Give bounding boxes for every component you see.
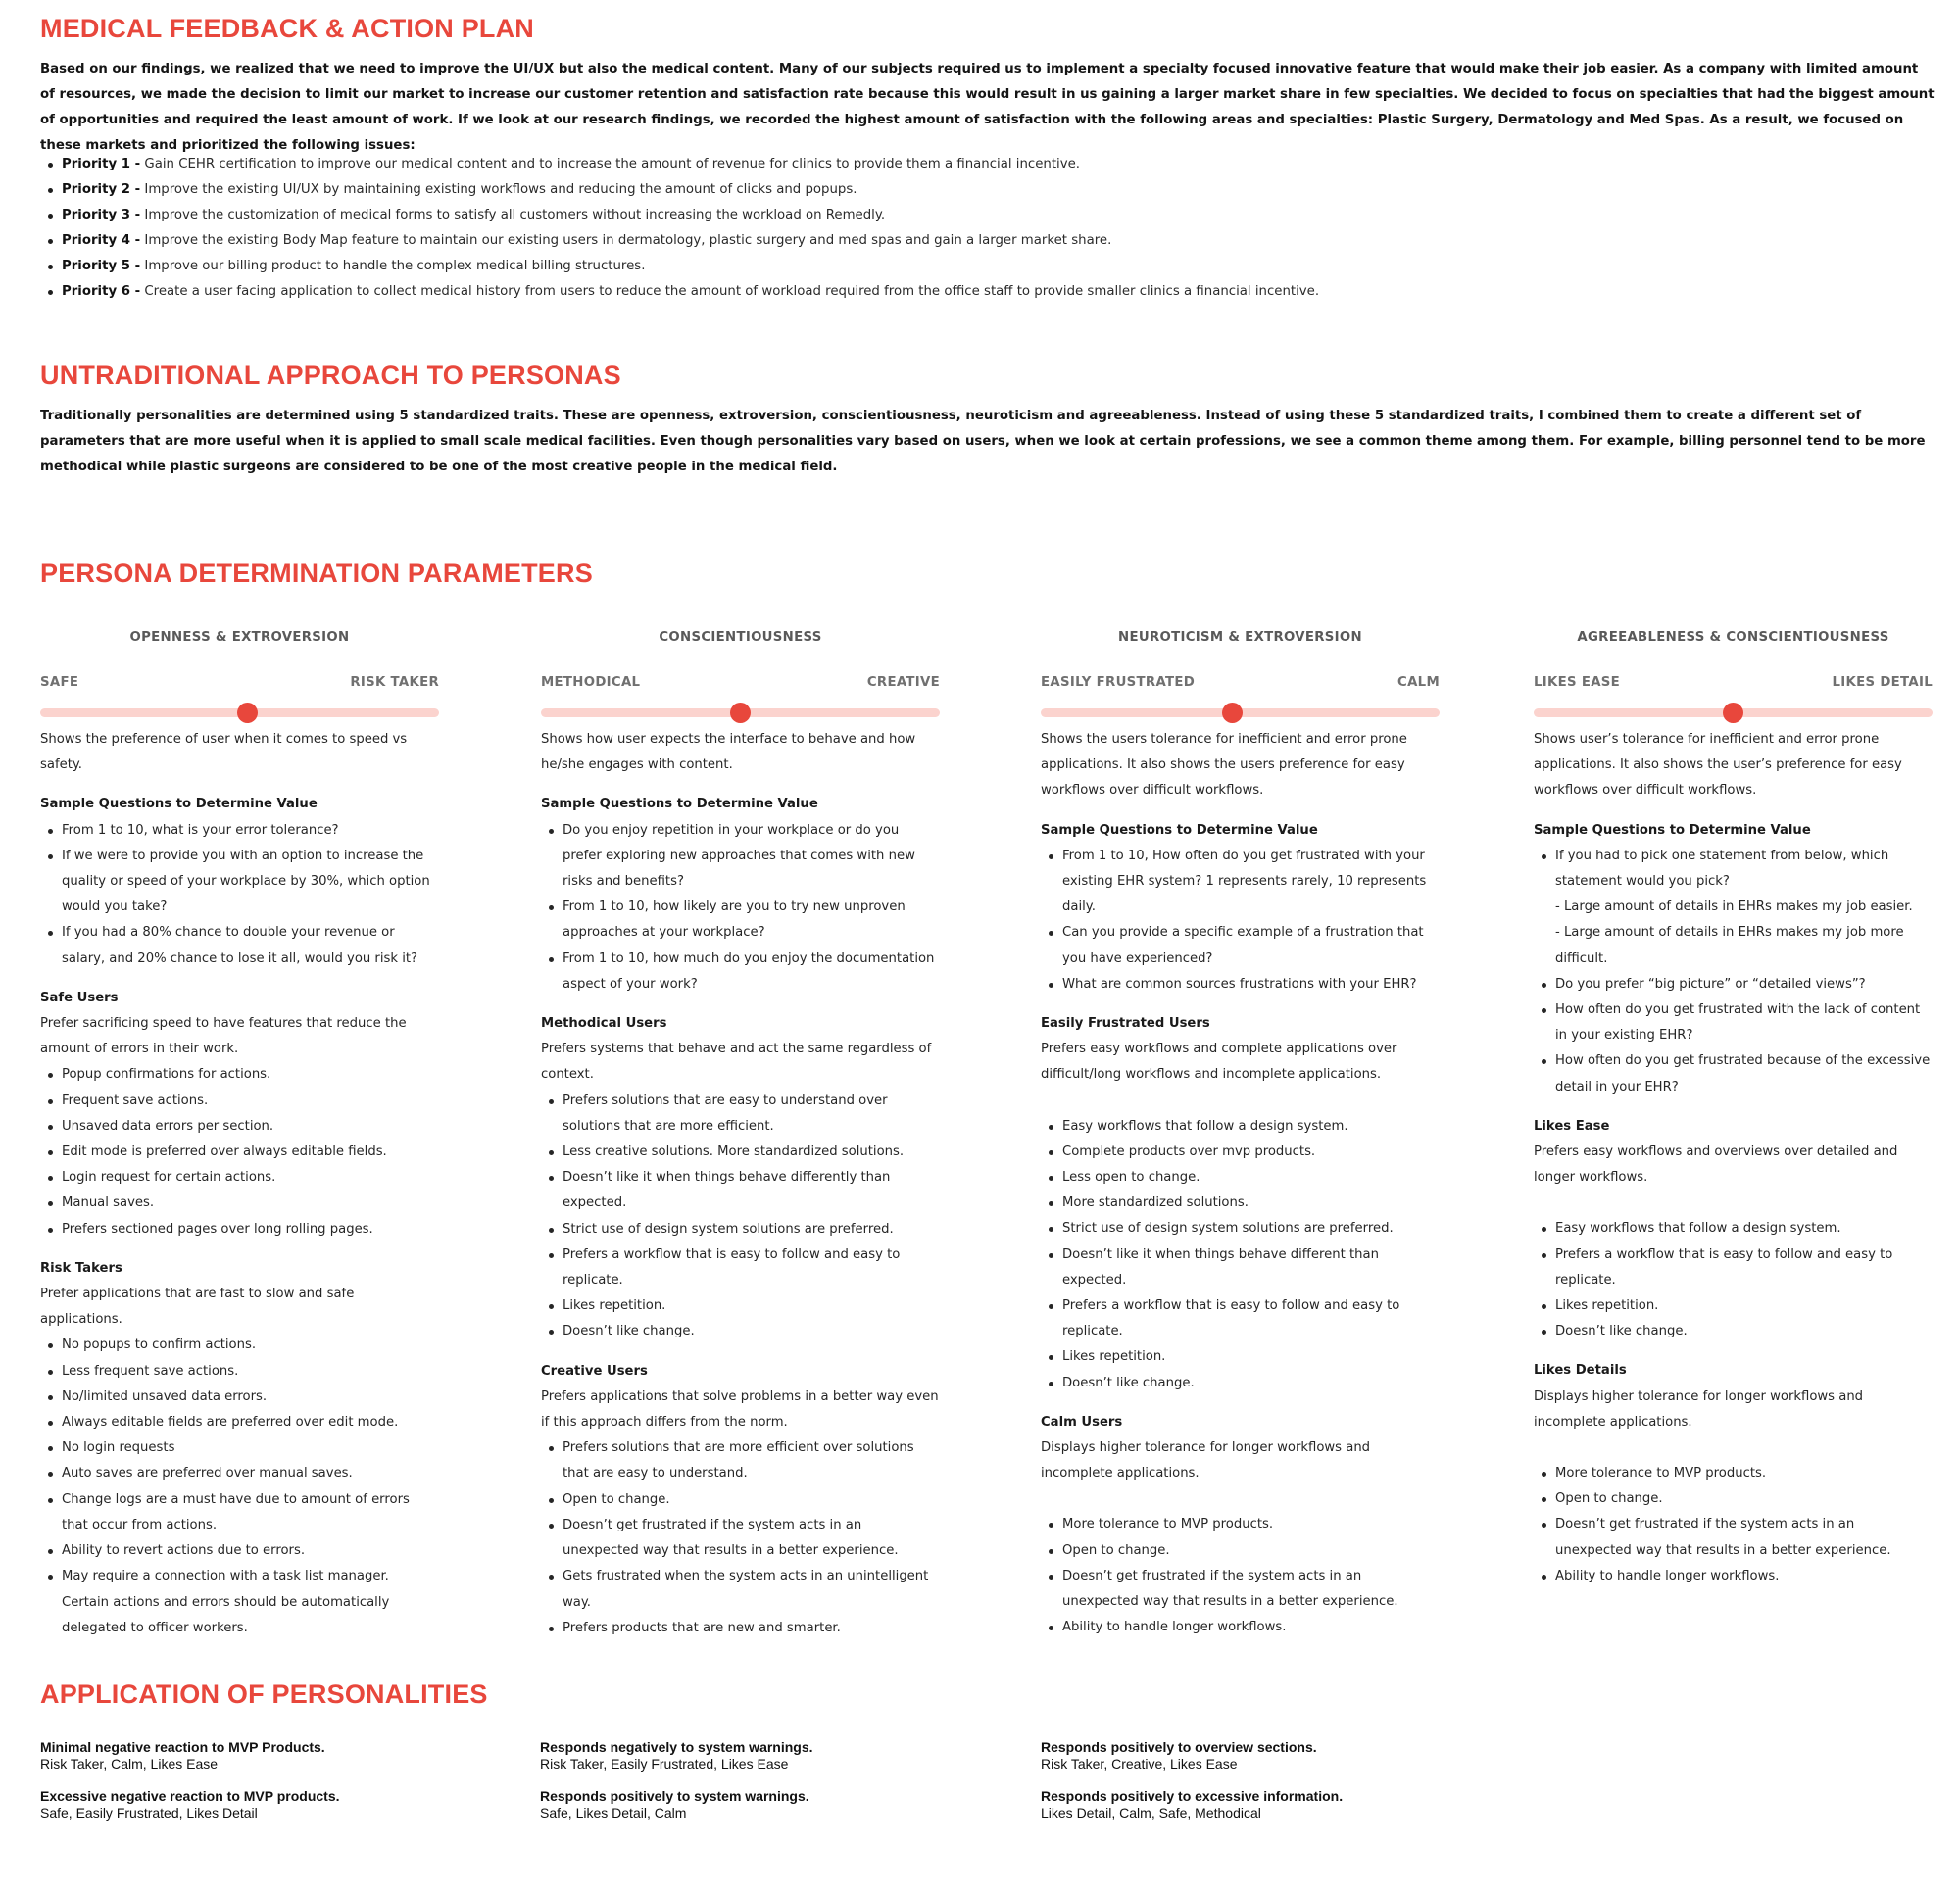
parameter-column: [541, 630, 940, 1641]
user-group-description: Prefers easy workflows and overviews over detailed and longer workflows.: [1534, 1144, 1898, 1186]
trait-item: Doesn’t like it when things behave different than expected.: [1041, 1242, 1440, 1293]
trait-item: Easy workflows that follow a design system.: [1534, 1216, 1933, 1241]
trait-item: Doesn’t get frustrated if the system acts in an unexpected way that results in a better experience.: [1041, 1564, 1440, 1615]
trait-item: Less open to change.: [1041, 1165, 1440, 1191]
trait-item: No login requests: [40, 1435, 439, 1461]
trait-item: Change logs are a must have due to amount of errors that occur from actions.: [40, 1487, 439, 1538]
trait-item: Complete products over mvp products.: [1041, 1140, 1440, 1165]
slider-left-label: EASILY FRUSTRATED: [1041, 675, 1196, 690]
parameter-body: [541, 727, 940, 1641]
priority-item: [40, 152, 1319, 177]
parameter-column: [40, 630, 439, 1641]
parameter-description: Shows the preference of user when it comes to speed vs safety.: [40, 732, 408, 773]
parameter-description: Shows the users tolerance for inefficient and error prone applications. It also shows the users preference for easy workflows over difficult workflows.: [1041, 732, 1407, 799]
trait-item: Popup confirmations for actions.: [40, 1062, 439, 1088]
user-group-title: Methodical Users: [541, 1016, 667, 1032]
trait-item: Unsaved data errors per section.: [40, 1114, 439, 1140]
slider-endpoints: [1534, 675, 1933, 695]
sample-questions-title: Sample Questions to Determine Value: [1041, 822, 1318, 838]
question-item: How often do you get frustrated because of the excessive detail in your EHR?: [1534, 1048, 1933, 1099]
question-item: Can you provide a specific example of a frustration that you have experienced?: [1041, 920, 1440, 971]
user-group-title: Safe Users: [40, 990, 119, 1005]
trait-item: Auto saves are preferred over manual saves.: [40, 1461, 439, 1486]
section-title-medical-feedback: MEDICAL FEEDBACK & ACTION PLAN: [40, 14, 534, 43]
application-traits: Risk Taker, Easily Frustrated, Likes Ease: [540, 1756, 789, 1772]
trait-item: Gets frustrated when the system acts in an unintelligent way.: [541, 1564, 940, 1615]
user-group-traits: [541, 1435, 940, 1641]
trait-item: Doesn’t get frustrated if the system acts in an unexpected way that results in a better experience.: [1534, 1512, 1933, 1563]
question-item: From 1 to 10, How often do you get frustrated with your existing EHR system? 1 represents rarely, 10 represents daily.: [1041, 844, 1440, 921]
question-item: - Large amount of details in EHRs makes my job easier.: [1555, 899, 1913, 915]
trait-item: May require a connection with a task list manager. Certain actions and errors should be automatically delegated to officer workers.: [40, 1564, 439, 1641]
question-item: Do you enjoy repetition in your workplace or do you prefer exploring new approaches that comes with new risks and benefits?: [541, 818, 940, 896]
question-item: If you had to pick one statement from below, which statement would you pick?: [1534, 844, 1933, 895]
application-traits: Risk Taker, Creative, Likes Ease: [1041, 1756, 1238, 1772]
trait-item: Prefers a workflow that is easy to follow and easy to replicate.: [1041, 1293, 1440, 1344]
application-heading: Minimal negative reaction to MVP Products.: [40, 1739, 325, 1755]
trait-item: No/limited unsaved data errors.: [40, 1385, 439, 1410]
trait-item: Strict use of design system solutions are preferred.: [541, 1217, 940, 1242]
slider-knob[interactable]: [1723, 703, 1743, 723]
trait-item: Prefers a workflow that is easy to follow and easy to replicate.: [541, 1242, 940, 1293]
priority-text: Improve the existing Body Map feature to maintain our existing users in dermatology, plastic surgery and med spas and gain a larger market share.: [140, 233, 1112, 248]
question-item: - Large amount of details in EHRs makes my job more difficult.: [1555, 925, 1904, 966]
trait-item: Manual saves.: [40, 1191, 439, 1216]
trait-item: Less creative solutions. More standardized solutions.: [541, 1140, 940, 1165]
application-pair: [1041, 1739, 1511, 1773]
question-item: From 1 to 10, how much do you enjoy the documentation aspect of your work?: [541, 947, 940, 997]
question-item: If we were to provide you with an option to increase the quality or speed of your workplace by 30%, which option would you take?: [40, 844, 439, 921]
parameter-slider[interactable]: [1534, 708, 1933, 717]
application-column: [40, 1739, 511, 1837]
application-traits: Safe, Easily Frustrated, Likes Detail: [40, 1805, 258, 1821]
sample-questions-title: Sample Questions to Determine Value: [40, 797, 318, 812]
application-heading: Excessive negative reaction to MVP products.: [40, 1788, 340, 1804]
parameter-slider[interactable]: [541, 708, 940, 717]
trait-item: Prefers solutions that are more efficient over solutions that are easy to understand.: [541, 1435, 940, 1486]
priority-label: Priority 2 -: [62, 182, 141, 197]
slider-right-label: CREATIVE: [866, 675, 940, 690]
medical-feedback-paragraph: Based on our findings, we realized that we need to improve the UI/UX but also the medical content. Many of our subjects required us to implement a specialty focused innovative feature that would make their job easier. As a company with limited amount of resources, we made the decision to limit our market to increase our customer retention and satisfaction rate because this would result in us gaining a larger market share in few specialties. We decided to focus on specialties that had the biggest amount of opportunities and required the least amount of work. If we look at our research findings, we recorded the highest amount of satisfaction with the following areas and specialties: Plastic Surgery, Dermatology and Med Spas. As a result, we focused on these markets and prioritized the following issues:: [40, 62, 1935, 153]
sample-questions-list: [541, 818, 940, 997]
trait-item: Prefers a workflow that is easy to follow and easy to replicate.: [1534, 1242, 1933, 1293]
user-group-title: Likes Details: [1534, 1363, 1627, 1379]
sample-questions-list: [40, 818, 439, 972]
slider-right-label: RISK TAKER: [350, 675, 439, 690]
parameter-column: [1041, 630, 1440, 1641]
sample-questions-title: Sample Questions to Determine Value: [1534, 822, 1811, 838]
priority-text: Improve the customization of medical forms to satisfy all customers without increasing the workload on Remedly.: [140, 208, 886, 222]
trait-item: Doesn’t get frustrated if the system acts in an unexpected way that results in a better experience.: [541, 1513, 940, 1564]
trait-item: Open to change.: [1534, 1486, 1933, 1512]
trait-item: Doesn’t like change.: [1041, 1371, 1440, 1396]
slider-endpoints: [1041, 675, 1440, 695]
trait-item: Prefers sectioned pages over long rolling pages.: [40, 1217, 439, 1242]
parameter-column: [1534, 630, 1933, 1589]
user-group-description: Prefers easy workflows and complete applications over difficult/long workflows and incomplete applications.: [1041, 1042, 1397, 1083]
slider-knob[interactable]: [730, 703, 751, 723]
priority-label: Priority 3 -: [62, 208, 141, 222]
trait-item: Always editable fields are preferred over edit mode.: [40, 1410, 439, 1435]
trait-item: More tolerance to MVP products.: [1041, 1512, 1440, 1537]
priority-text: Improve our billing product to handle the complex medical billing structures.: [140, 259, 646, 273]
user-group-title: Risk Takers: [40, 1260, 122, 1276]
trait-item: Ability to revert actions due to errors.: [40, 1538, 439, 1564]
application-pair: [540, 1788, 1010, 1822]
trait-item: Likes repetition.: [1534, 1293, 1933, 1319]
parameter-title: NEUROTICISM & EXTROVERSION: [1118, 630, 1362, 645]
application-pair: [40, 1788, 511, 1822]
application-traits: Safe, Likes Detail, Calm: [540, 1805, 687, 1821]
application-pair: [1041, 1788, 1511, 1822]
priority-text: Improve the existing UI/UX by maintaining existing workflows and reducing the amount of clicks and popups.: [140, 182, 858, 197]
application-traits: Likes Detail, Calm, Safe, Methodical: [1041, 1805, 1261, 1821]
question-item: Do you prefer “big picture” or “detailed views”?: [1534, 972, 1933, 997]
slider-knob[interactable]: [237, 703, 258, 723]
slider-left-label: METHODICAL: [541, 675, 641, 690]
parameter-title: CONSCIENTIOUSNESS: [659, 630, 822, 645]
user-group-description: Prefer sacrificing speed to have features that reduce the amount of errors in their work.: [40, 1016, 407, 1057]
trait-item: Doesn’t like change.: [541, 1319, 940, 1344]
sample-questions-title: Sample Questions to Determine Value: [541, 797, 818, 812]
priority-label: Priority 1 -: [62, 157, 141, 171]
trait-item: Doesn’t like change.: [1534, 1319, 1933, 1344]
user-group-description: Displays higher tolerance for longer workflows and incomplete applications.: [1041, 1440, 1371, 1482]
user-group-description: Prefer applications that are fast to slow and safe applications.: [40, 1287, 355, 1328]
parameter-slider[interactable]: [1041, 708, 1440, 717]
slider-endpoints: [541, 675, 940, 695]
section-title-application-of-personalities: APPLICATION OF PERSONALITIES: [40, 1679, 488, 1709]
untraditional-approach-paragraph: Traditionally personalities are determined using 5 standardized traits. These are openness, extroversion, conscientiousness, neuroticism and agreeableness. Instead of using these 5 standardized traits, I combined them to create a different set of parameters that are more useful when it is applied to small scale medical facilities. Even though personalities vary based on users, when we look at certain professions, we see a common theme among them. For example, billing personnel tend to be more methodical while plastic surgeons are considered to be one of the most creative people in the medical field.: [40, 409, 1926, 474]
priority-item: [40, 228, 1319, 254]
user-group-traits: [541, 1089, 940, 1345]
priority-item: [40, 203, 1319, 228]
application-heading: Responds positively to overview sections.: [1041, 1739, 1317, 1755]
trait-item: More tolerance to MVP products.: [1534, 1461, 1933, 1486]
priority-text: Create a user facing application to collect medical history from users to reduce the amount of workload required from the office staff to provide smaller clinics a financial incentive.: [140, 284, 1320, 299]
slider-right-label: LIKES DETAIL: [1832, 675, 1933, 690]
parameter-body: [40, 727, 439, 1641]
user-group-traits: [1041, 1512, 1440, 1640]
slider-left-label: LIKES EASE: [1534, 675, 1621, 690]
user-group-traits: [1534, 1216, 1933, 1344]
trait-item: Login request for certain actions.: [40, 1165, 439, 1191]
trait-item: Open to change.: [1041, 1538, 1440, 1564]
user-group-title: Likes Ease: [1534, 1118, 1610, 1134]
trait-item: Prefers solutions that are easy to understand over solutions that are more efficient.: [541, 1089, 940, 1140]
question-item: What are common sources frustrations with your EHR?: [1041, 972, 1440, 997]
application-heading: Responds negatively to system warnings.: [540, 1739, 813, 1755]
parameter-description: Shows how user expects the interface to behave and how he/she engages with content.: [541, 732, 916, 773]
priority-item: [40, 177, 1319, 203]
priority-item: [40, 279, 1319, 305]
user-group-title: Creative Users: [541, 1363, 648, 1379]
section-title-persona-parameters: PERSONA DETERMINATION PARAMETERS: [40, 559, 593, 588]
user-group-traits: [1534, 1461, 1933, 1589]
slider-right-label: CALM: [1397, 675, 1440, 690]
question-item: How often do you get frustrated with the lack of content in your existing EHR?: [1534, 997, 1933, 1048]
sample-questions-list: [1534, 844, 1933, 1100]
trait-item: Strict use of design system solutions are preferred.: [1041, 1216, 1440, 1241]
trait-item: Less frequent save actions.: [40, 1359, 439, 1385]
application-pair: [540, 1739, 1010, 1773]
slider-left-label: SAFE: [40, 675, 79, 690]
question-item: From 1 to 10, how likely are you to try new unproven approaches at your workplace?: [541, 895, 940, 946]
parameter-title: AGREEABLENESS & CONSCIENTIOUSNESS: [1577, 630, 1889, 645]
question-item: If you had a 80% chance to double your revenue or salary, and 20% chance to lose it all, would you risk it?: [40, 920, 439, 971]
priority-label: Priority 5 -: [62, 259, 141, 273]
slider-knob[interactable]: [1222, 703, 1243, 723]
user-group-description: Prefers systems that behave and act the same regardless of context.: [541, 1042, 932, 1083]
parameter-body: [1534, 727, 1933, 1589]
priority-item: [40, 254, 1319, 279]
priority-list: [40, 152, 1319, 305]
user-group-title: Easily Frustrated Users: [1041, 1016, 1210, 1032]
trait-item: Open to change.: [541, 1487, 940, 1513]
trait-item: Frequent save actions.: [40, 1089, 439, 1114]
trait-item: Prefers products that are new and smarter.: [541, 1616, 940, 1641]
user-group-title: Calm Users: [1041, 1414, 1123, 1430]
parameter-description: Shows user’s tolerance for inefficient and error prone applications. It also shows the user’s preference for easy workflows over difficult workflows.: [1534, 732, 1902, 799]
question-item: From 1 to 10, what is your error tolerance?: [40, 818, 439, 844]
application-heading: Responds positively to excessive information.: [1041, 1788, 1344, 1804]
application-pair: [40, 1739, 511, 1773]
trait-item: Likes repetition.: [541, 1293, 940, 1319]
trait-item: Doesn’t like it when things behave differently than expected.: [541, 1165, 940, 1216]
trait-item: No popups to confirm actions.: [40, 1333, 439, 1358]
section-title-untraditional-approach: UNTRADITIONAL APPROACH TO PERSONAS: [40, 361, 621, 390]
priority-text: Gain CEHR certification to improve our medical content and to increase the amount of revenue for clinics to provide them a financial incentive.: [140, 157, 1081, 171]
trait-item: Edit mode is preferred over always editable fields.: [40, 1140, 439, 1165]
application-column: [540, 1739, 1010, 1837]
priority-label: Priority 6 -: [62, 284, 141, 299]
application-column: [1041, 1739, 1511, 1837]
user-group-description: Displays higher tolerance for longer workflows and incomplete applications.: [1534, 1388, 1864, 1430]
parameter-body: [1041, 727, 1440, 1641]
application-heading: Responds positively to system warnings.: [540, 1788, 809, 1804]
user-group-traits: [40, 1062, 439, 1241]
sample-questions-list: [1041, 844, 1440, 997]
trait-item: More standardized solutions.: [1041, 1191, 1440, 1216]
parameter-title: OPENNESS & EXTROVERSION: [129, 630, 350, 645]
user-group-traits: [40, 1333, 439, 1640]
trait-item: Ability to handle longer workflows.: [1041, 1615, 1440, 1640]
trait-item: Easy workflows that follow a design system.: [1041, 1114, 1440, 1140]
user-group-description: Prefers applications that solve problems in a better way even if this approach differs from the norm.: [541, 1388, 939, 1431]
slider-endpoints: [40, 675, 439, 695]
user-group-traits: [1041, 1114, 1440, 1396]
trait-item: Likes repetition.: [1041, 1344, 1440, 1370]
application-traits: Risk Taker, Calm, Likes Ease: [40, 1756, 219, 1772]
parameter-slider[interactable]: [40, 708, 439, 717]
priority-label: Priority 4 -: [62, 233, 141, 248]
trait-item: Ability to handle longer workflows.: [1534, 1564, 1933, 1589]
